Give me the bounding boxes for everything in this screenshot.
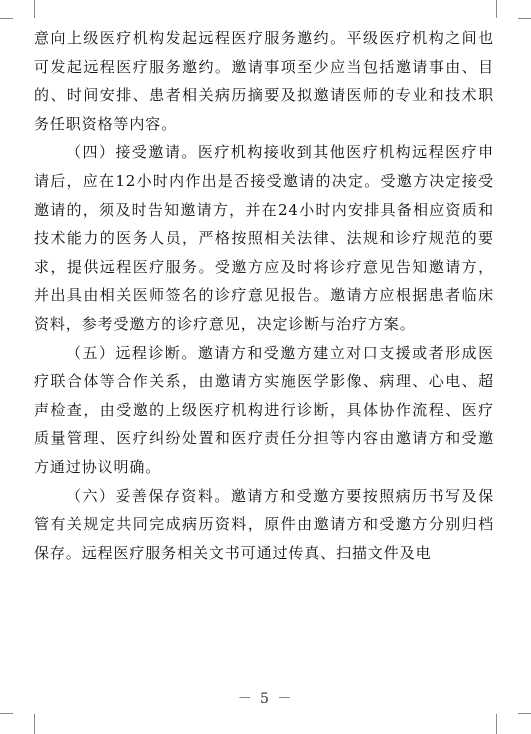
document-body [34, 24, 494, 567]
crop-mark-bottom-right [496, 714, 519, 734]
paragraph-preserve-records: （六）妥善保存资料。邀请方和受邀方要按照病历书写及保管有关规定共同完成病历资料，原件由邀请方和受邀方分别归档保存。远程医疗服务相关文书可通过传真、扫描文件及电 [34, 486, 494, 562]
paragraph-continuation: 意向上级医疗机构发起远程医疗服务邀约。平级医疗机构之间也可发起远程医疗服务邀约。邀请事项至少应当包括邀请事由、目的、时间安排、患者相关病历摘要及拟邀请医师的专业和技术职务任职资格等内容。 [34, 29, 494, 133]
crop-mark-bottom-left-horizontal [0, 713, 13, 714]
paragraph-accept-invitation: （四）接受邀请。医疗机构接收到其他医疗机构远程医疗申请后，应在12小时内作出是否接受邀请的决定。受邀方决定接受邀请的，须及时告知邀请方，并在24小时内安排具备相应资质和技术能力的医务人员，严格按照相关法律、法规和诊疗规范的要求，提供远程医疗服务。受邀方应及时将诊疗意见告知邀请方，并出具由相关医师签名的诊疗意见报告。邀请方应根据患者临床资料，参考受邀方的诊疗意见，决定诊断与治疗方案。 [34, 143, 494, 333]
crop-mark-top-right [496, 0, 519, 18]
crop-mark-top-left-horizontal [0, 18, 13, 19]
crop-mark-bottom-right-horizontal [518, 713, 531, 714]
paragraph-remote-diagnosis: （五）远程诊断。邀请方和受邀方建立对口支援或者形成医疗联合体等合作关系，由邀请方实施医学影像、病理、心电、超声检查，由受邀的上级医疗机构进行诊断，具体协作流程、医疗质量管理、医疗纠纷处置和医疗责任分担等内容由邀请方和受邀方通过协议明确。 [34, 343, 494, 476]
crop-mark-bottom-left [12, 714, 35, 734]
crop-mark-top-left [12, 0, 35, 18]
crop-mark-top-right-horizontal [518, 18, 531, 19]
page-number: － 5 － [237, 691, 294, 707]
